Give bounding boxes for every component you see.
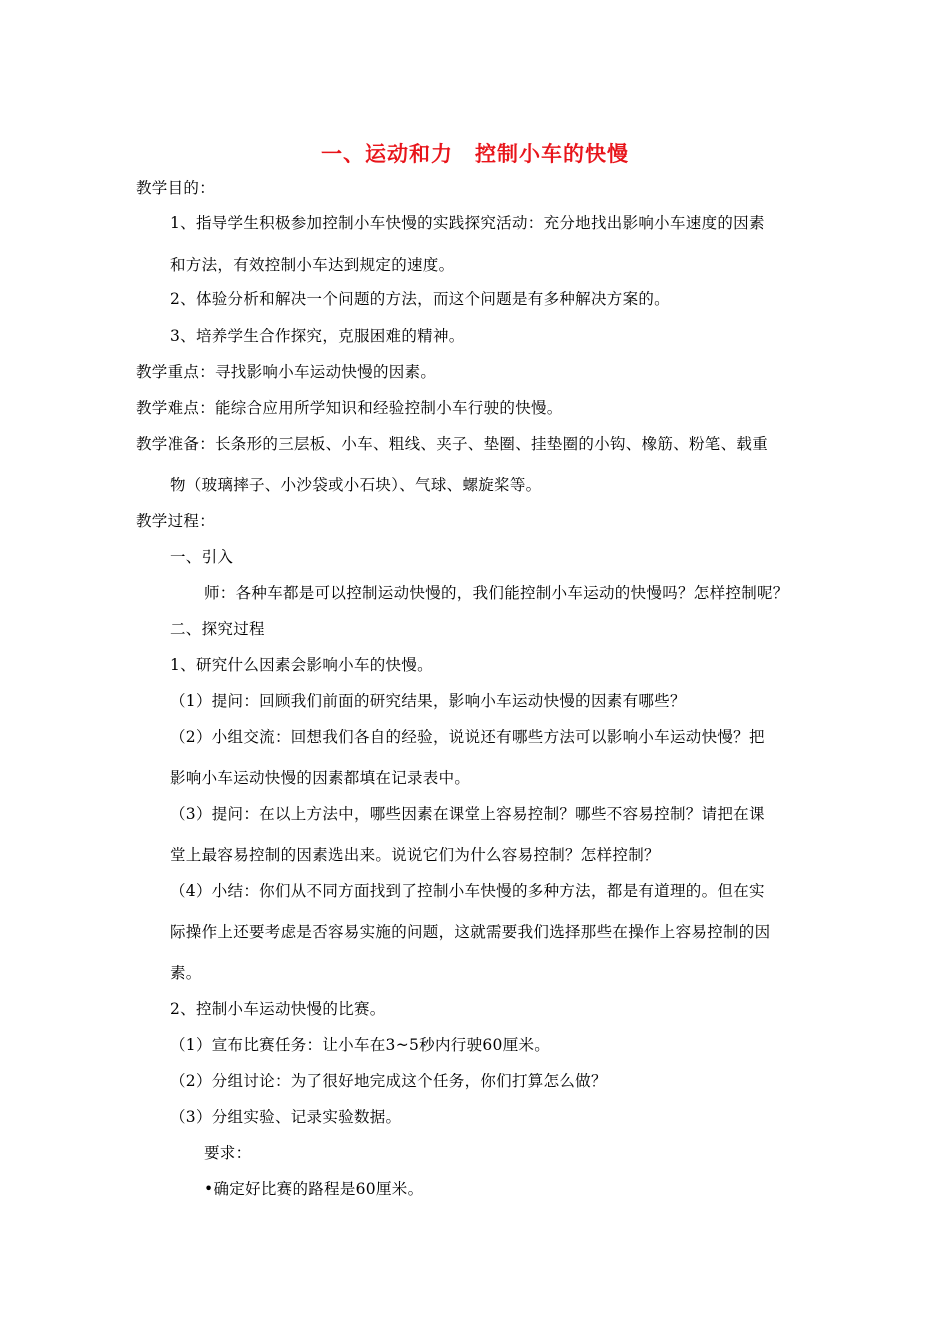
list-item: 素。 (170, 964, 202, 982)
objective-line: 2、体验分析和解决一个问题的方法，而这个问题是有多种解决方案的。 (170, 290, 670, 308)
objective-line: 和方法，有效控制小车达到规定的速度。 (170, 256, 455, 274)
page-title: 一、运动和力 控制小车的快慢 (321, 142, 629, 166)
list-item: （3）提问：在以上方法中，哪些因素在课堂上容易控制？哪些不容易控制？请把在课 (170, 805, 765, 823)
process-heading: 教学过程： (136, 512, 216, 530)
list-item: 际操作上还要考虑是否容易实施的问题，这就需要我们选择那些在操作上容易控制的因 (170, 923, 771, 941)
list-item: （4）小结：你们从不同方面找到了控制小车快慢的多种方法，都是有道理的。但在实 (170, 882, 765, 900)
list-item: （2）小组交流：回想我们各自的经验，说说还有哪些方法可以影响小车运动快慢？把 (170, 728, 765, 746)
section-text: 师：各种车都是可以控制运动快慢的，我们能控制小车运动的快慢吗？怎样控制呢？ (204, 584, 789, 602)
difficulty: 教学难点：能综合应用所学知识和经验控制小车行驶的快慢。 (136, 399, 563, 417)
section-heading: 一、引入 (170, 548, 234, 566)
preparation-line: 教学准备：长条形的三层板、小车、粗线、夹子、垫圈、挂垫圈的小钩、橡筋、粉笔、载重 (136, 435, 769, 453)
list-item: 堂上最容易控制的因素选出来。说说它们为什么容易控制？怎样控制？ (170, 846, 660, 864)
list-item: （3）分组实验、记录实验数据。 (170, 1108, 402, 1126)
list-item: （2）分组讨论：为了很好地完成这个任务，你们打算怎么做？ (170, 1072, 607, 1090)
requirement-heading: 要求： (204, 1144, 252, 1162)
part-heading: 2、控制小车运动快慢的比赛。 (170, 1000, 386, 1018)
part-heading: 1、研究什么因素会影响小车的快慢。 (170, 656, 433, 674)
list-item: （1）宣布比赛任务：让小车在3~5秒内行驶60厘米。 (170, 1036, 551, 1054)
objectives-heading: 教学目的： (136, 179, 216, 197)
objective-line: 1、指导学生积极参加控制小车快慢的实践探究活动：充分地找出影响小车速度的因素 (170, 214, 765, 232)
section-heading: 二、探究过程 (170, 620, 265, 638)
list-item: 影响小车运动快慢的因素都填在记录表中。 (170, 769, 471, 787)
objective-line: 3、培养学生合作探究，克服困难的精神。 (170, 327, 465, 345)
list-item: （1）提问：回顾我们前面的研究结果，影响小车运动快慢的因素有哪些？ (170, 692, 686, 710)
preparation-line: 物（玻璃摔子、小沙袋或小石块）、气球、螺旋桨等。 (170, 476, 542, 494)
requirement-item: •确定好比赛的路程是60厘米。 (204, 1180, 424, 1198)
key-point: 教学重点：寻找影响小车运动快慢的因素。 (136, 363, 437, 381)
